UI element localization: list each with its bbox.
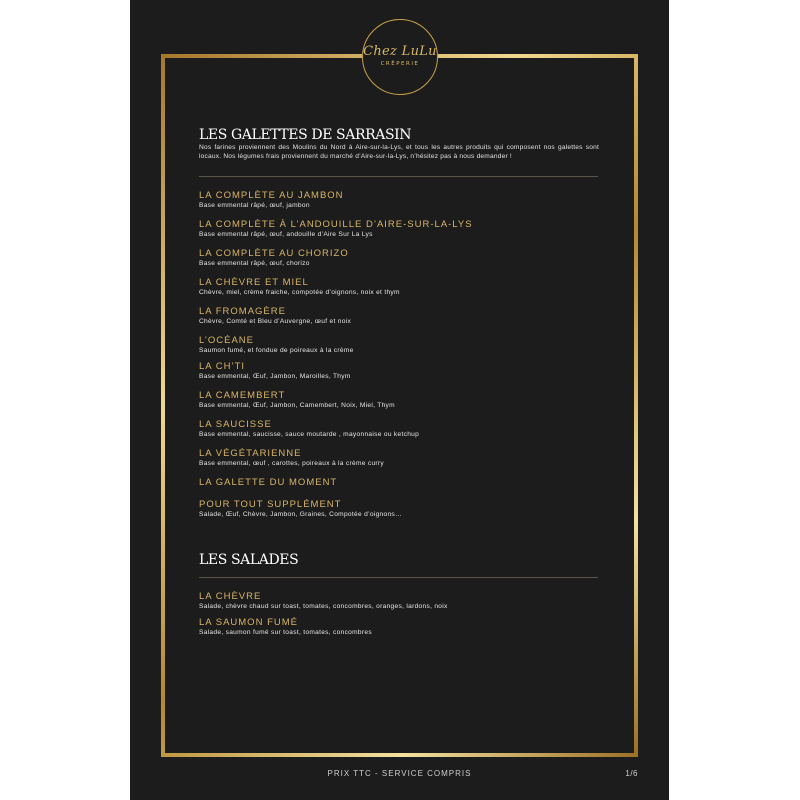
menu-item-name: LA GALETTE DU MOMENT <box>199 477 338 488</box>
menu-item <box>199 219 473 239</box>
menu-item-description: Base emmental, Œuf, Jambon, Camembert, Noix, Miel, Thym <box>199 402 395 409</box>
salades-section-title: LES SALADES <box>199 552 299 568</box>
menu-item-name: LA COMPLÈTE AU CHORIZO <box>199 248 349 259</box>
menu-item-name: L’OCÉANE <box>199 335 254 346</box>
menu-item-description: Base emmental râpé, œuf, jambon <box>199 202 310 209</box>
menu-item-name: LA CHÈVRE <box>199 591 262 602</box>
restaurant-logo <box>362 19 438 95</box>
menu-item <box>199 361 351 381</box>
salades-divider <box>199 577 598 578</box>
menu-item-description: Chèvre, Comté et Bleu d’Auvergne, œuf et noix <box>199 318 352 325</box>
menu-item-description: Base emmental, Œuf, Jambon, Maroilles, Thym <box>199 373 351 380</box>
menu-item-name: LA CHÈVRE ET MIEL <box>199 277 309 288</box>
menu-item-description: Chèvre, miel, crème fraiche, compotée d’oignons, noix et thym <box>199 289 400 296</box>
menu-item-name: LA CAMEMBERT <box>199 390 286 401</box>
menu-item <box>199 617 372 637</box>
menu-item-name: LA CH’TI <box>199 361 246 372</box>
menu-item-description: Saumon fumé, et fondue de poireaux à la crème <box>199 347 354 354</box>
menu-item <box>199 335 354 355</box>
menu-item-description: Salade, Œuf, Chèvre, Jambon, Graines, Compotée d’oignons… <box>199 511 402 518</box>
menu-item-name: LA VÉGÉTARIENNE <box>199 448 302 459</box>
menu-item-name: LA FROMAGÈRE <box>199 306 286 317</box>
menu-item-name: LA COMPLÈTE AU JAMBON <box>199 190 344 201</box>
menu-item-description: Salade, chèvre chaud sur toast, tomates, concombres, oranges, lardons, noix <box>199 603 448 610</box>
menu-item <box>199 477 337 488</box>
page-number: 1/6 <box>625 769 638 778</box>
menu-item-description: Salade, saumon fumé sur toast, tomates, concombres <box>199 629 372 636</box>
page-footer <box>130 768 669 780</box>
menu-item-name: LA SAUCISSE <box>199 419 272 430</box>
logo-script-text: Chez LuLu <box>363 44 437 59</box>
galettes-intro: Nos farines proviennent des Moulins du Nord à Aire-sur-la-Lys, et tous les autres produits qui composent nos galettes sont locaux. Nos légumes frais proviennent du marché d’Aire-sur-la-Lys, n’hésitez pas à nous demander ! <box>199 144 599 160</box>
menu-item <box>199 248 349 268</box>
menu-item <box>199 390 395 410</box>
menu-item <box>199 190 344 210</box>
menu-item-description: Base emmental râpé, œuf, chorizo <box>199 260 310 267</box>
menu-item-name: LA COMPLÈTE À L’ANDOUILLE D’AIRE-SUR-LA-LYS <box>199 219 473 230</box>
menu-item-description: Base emmental râpé, œuf, andouille d’Aire Sur La Lys <box>199 231 373 238</box>
menu-item-description: Base emmental, œuf , carottes, poireaux à la crème curry <box>199 460 385 467</box>
menu-item-name: LA SAUMON FUMÉ <box>199 617 298 628</box>
menu-item <box>199 448 384 468</box>
menu-item-description: Base emmental, saucisse, sauce moutarde , mayonnaise ou ketchup <box>199 431 420 438</box>
logo-subtitle: CRÊPERIE <box>380 61 420 67</box>
menu-item <box>199 306 351 326</box>
galettes-section-title: LES GALETTES DE SARRASIN <box>199 127 412 143</box>
footer-price-note: PRIX TTC - SERVICE COMPRIS <box>327 769 472 778</box>
menu-item <box>199 499 402 519</box>
menu-item-name: POUR TOUT SUPPLÉMENT <box>199 499 342 510</box>
menu-item <box>199 591 448 611</box>
menu-item <box>199 419 419 439</box>
menu-item <box>199 277 400 297</box>
galettes-divider <box>199 176 598 177</box>
